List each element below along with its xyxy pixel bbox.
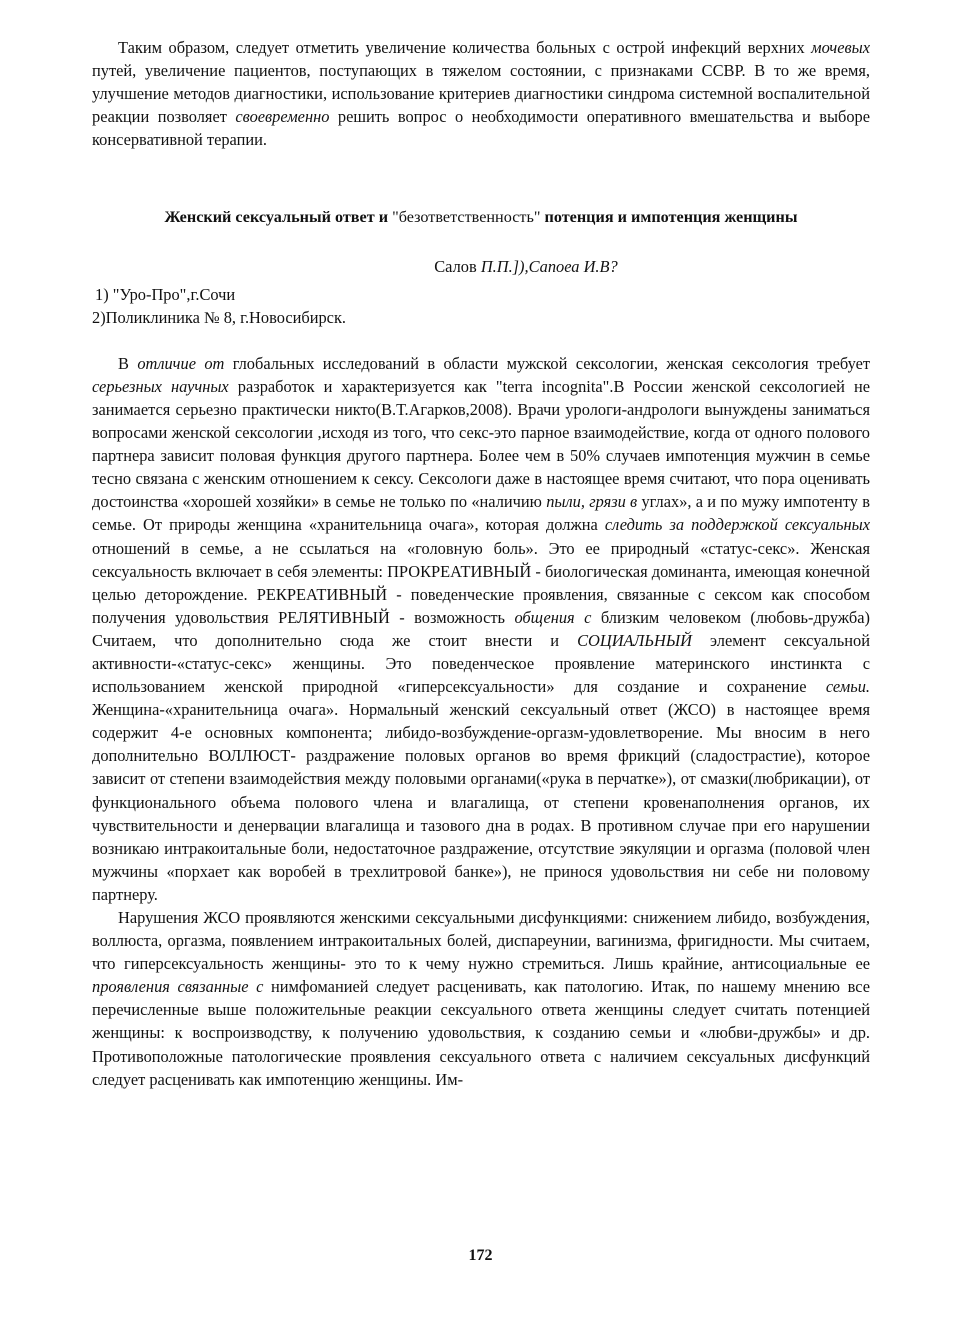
text-run: глобальных исследований в области мужской сексологии, женская сексология требует	[224, 353, 871, 373]
title-part-quoted: "безответственность"	[392, 208, 541, 227]
text-run: отношений в семье, а не ссылаться на «головную боль». Это ее природный «статус-секс». Женская сексуальность включает в себя элементы: ПРОКРЕАТИВНЫЙ - биологическая доминанта, имеющая конечной целью деторождение. РЕКРЕАТИВНЫЙ - поведенческие проявления, связанные с сексом как способом получения удовольствия РЕЛЯТИВНЫЙ - возможность	[92, 538, 870, 627]
author-initials: П.П.]),Сапоеа И.В?	[480, 257, 618, 277]
text-run: путей, увеличение пациентов, поступающих в тяжелом состоянии, с признаками ССВР. В то же время, улучшение методов диагностики, использование критериев диагностики синдрома системной воспалительной реакции позволяет	[92, 61, 870, 127]
italic-run: СОЦИАЛЬНЫЙ	[577, 630, 692, 650]
title-part: Женский сексуальный ответ и	[164, 208, 393, 227]
italic-run: общения с	[514, 607, 592, 627]
italic-run: своевременно	[235, 107, 330, 127]
italic-run: мочевых	[811, 38, 870, 57]
italic-run: следить за поддержкой сексуальных	[604, 515, 870, 535]
text-run: решить вопрос о необходимости оперативного вмешательства и выборе консервативной терапии.	[92, 107, 870, 150]
text-run: В	[118, 353, 138, 373]
intro-paragraph	[92, 36, 870, 151]
italic-run: пыли, грязи в	[546, 492, 638, 512]
italic-run: проявления связанные с	[92, 977, 264, 997]
text-run: нимфоманией следует расценивать, как патологию. Итак, по нашему мнению все перечисленные выше положительные реакции сексуального ответа женщины следует считать потенцией женщины: к воспроизводству, к получению удовольствия, к созданию семьи и «любви-дружбы» и др. Противоположные патологические проявления сексуального ответа с наличием сексуальных дисфункций следует расценивать как импотенцию женщины. Им-	[92, 977, 871, 1089]
italic-run: серьезных научных	[92, 376, 229, 396]
text-run: Нарушения ЖСО проявляются женскими сексуальными дисфункциями: снижением либидо, возбуждения, воллюста, оргазма, появлением интракоитальных болей, диспареунии, вагинизма, фригидности. Мы считаем, что гиперсексуальность женщины- это то к чему нужно стремиться. Лишь крайние, антисоциальные ее	[92, 908, 870, 974]
page-number: 172	[468, 1247, 493, 1264]
article-title	[92, 205, 870, 229]
affiliation-1: 1) "Уро-Про",г.Сочи	[95, 284, 236, 304]
text-run: Женщина-«хранительница очага». Нормальный женский сексуальный ответ (ЖСО) в настоящее время содержит 4-е основных компонента; либидо-возбуждение-оргазм-удовлетворение. Мы вносим в него дополнительно ВОЛЛЮСТ- раздражение половых органов во время фрикций (сладострастие), которое зависит от степени взаимодействия между половыми органами(«рука в перчатке»), от смазки(любрикации), от функционального объема полового члена и влагалища, от степени кровенаполнения органов, их чувствительности и денервации влагалища и тазового дна в родах. В противном случае при его нарушении возникаю интракоитальные боли, недостаточное раздражение, отсутствие эякуляции и оргазма (половой член мужчины «порхает как воробей в трехлитровой банке»), не принося удовольствия ни себе ни половому партнеру.	[92, 700, 870, 904]
author-line	[92, 255, 870, 278]
body-paragraph-1	[92, 352, 870, 906]
title-part: потенция и импотенция женщины	[540, 208, 798, 227]
text-run: разработок и характеризуется как "terra incognita".В России женской сексологией не занимается серьезно практически никто(В.Т.Агарков,2008). Врачи урологи-андрологи вынуждены заниматься вопросами женской сексологии ,исходя из того, что секс-это парное взаимодействие, когда от одного полового партнера зависит половая функция другого партнера. Более чем в 50% случаев импотенция мужчин в семье тесно связана с женским отношением к сексу. Сексологи даже в настоящее время считают, что пора оценивать достоинства «хорошей хозяйки» в семье не только по «наличию	[92, 376, 870, 512]
document-page	[92, 36, 870, 1091]
affiliation-2: 2)Поликлиника № 8, г.Новосибирск.	[92, 307, 347, 327]
text-run: углах», а и по мужу импотенту в семье. От природы женщина «хранительница очага», которая должна	[92, 492, 870, 535]
text-run: близким человеком (любовь-дружба) Считаем, что дополнительно сюда же стоит внести и	[92, 607, 870, 650]
italic-run: отличие от	[137, 353, 225, 373]
body-paragraph-2	[92, 906, 870, 1091]
author-name: Салов	[434, 257, 481, 277]
text-run: элемент сексуальной активности-«статус-секс» женщины. Это поведенческое проявление материнского инстинкта с использованием женской природной «гиперсексуальности» для создание и сохранение	[92, 630, 870, 697]
text-run: Таким образом, следует отметить увеличение количества больных с острой инфекций верхних	[118, 38, 812, 57]
italic-run: семьи.	[825, 677, 870, 697]
